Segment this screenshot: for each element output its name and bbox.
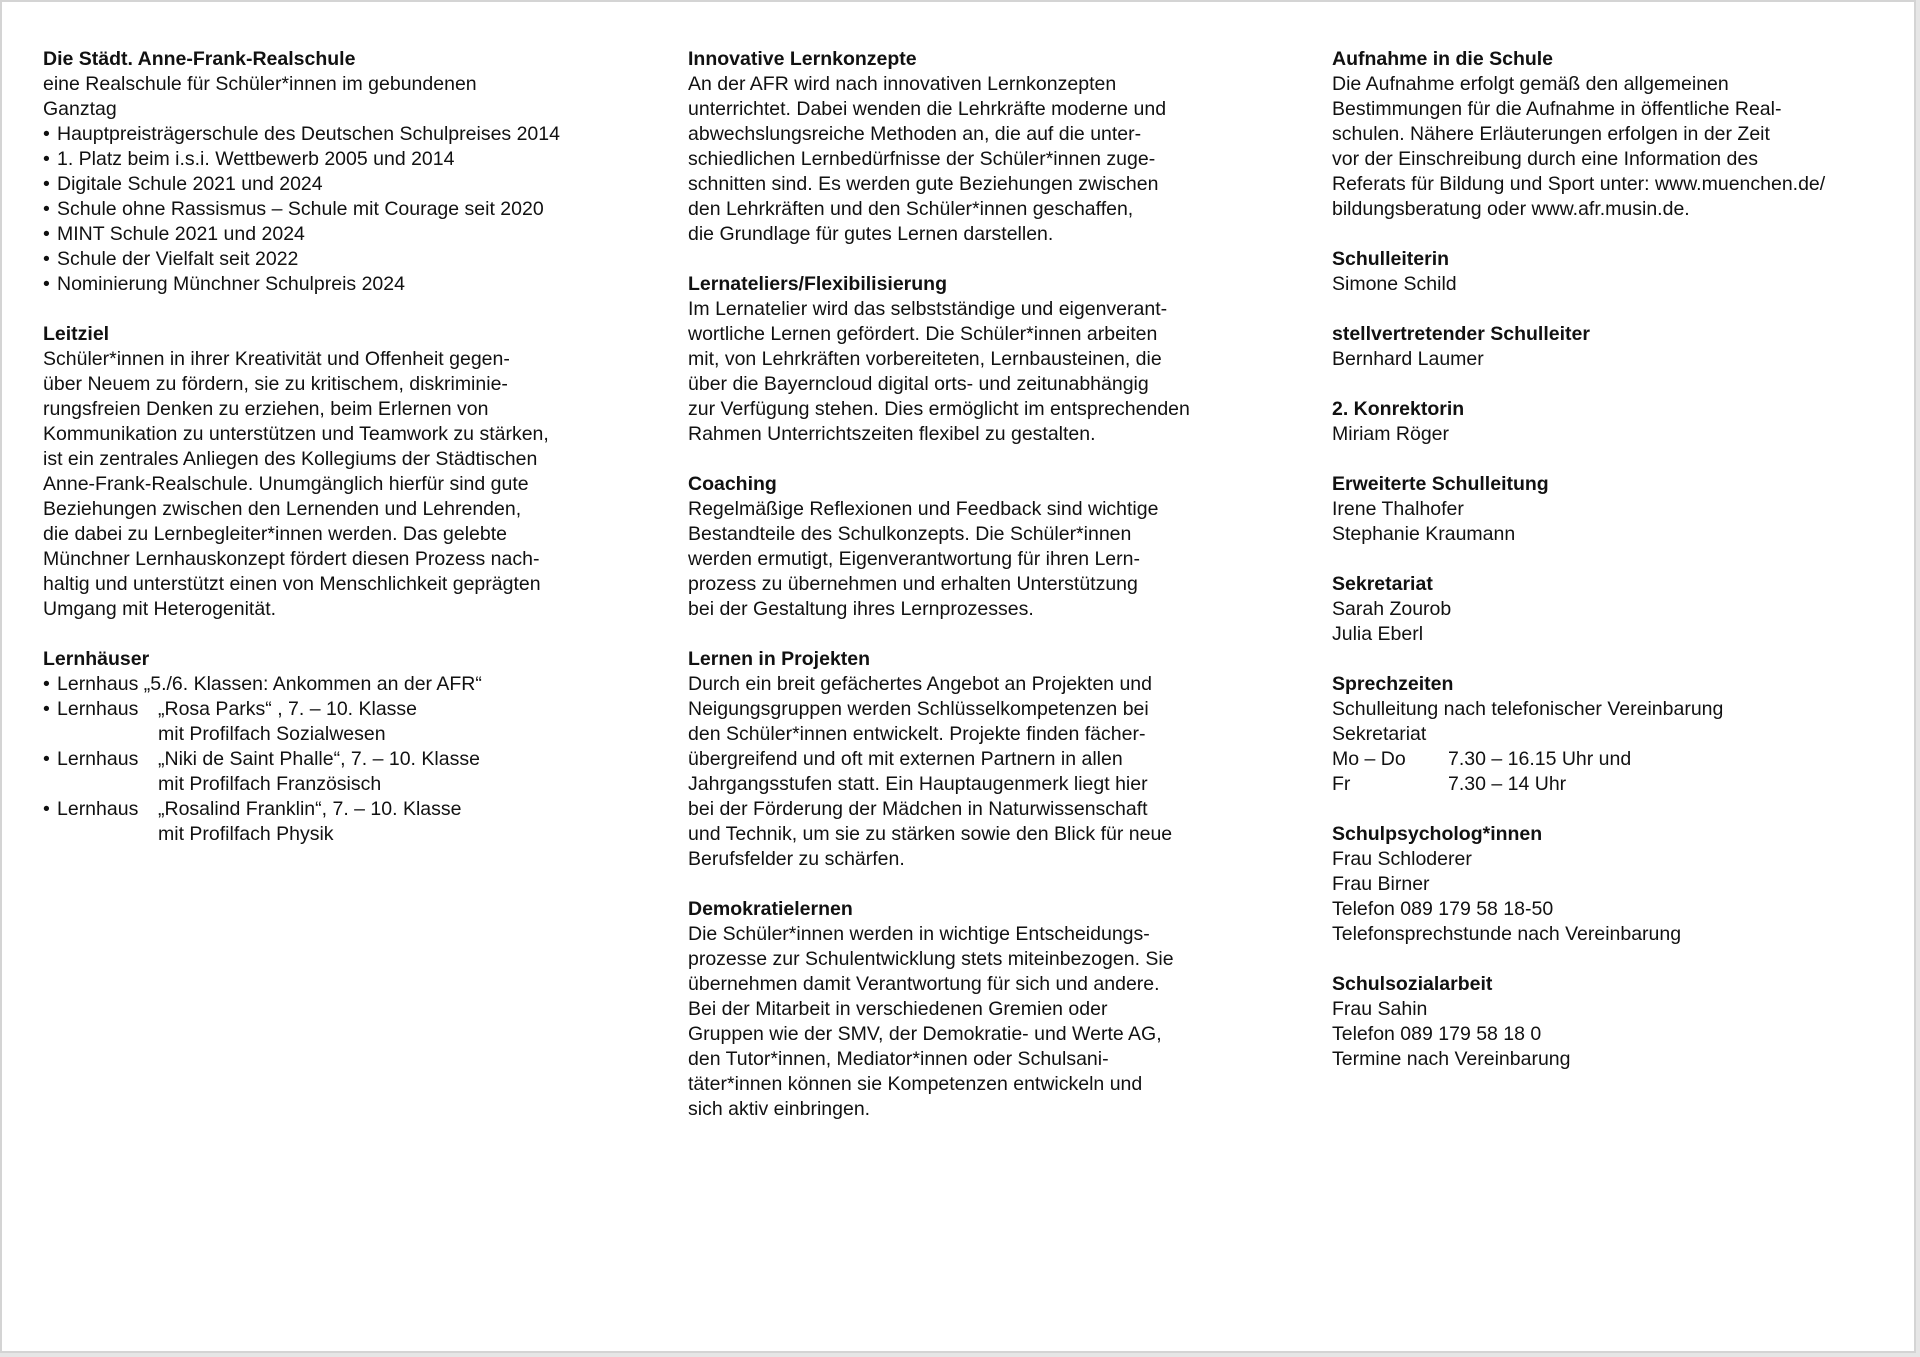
text-line: vor der Einschreibung durch eine Information des — [1332, 148, 1758, 170]
text-line: Referats für Bildung und Sport unter: www.muenchen.de/ — [1332, 173, 1826, 195]
text-line: täter*innen können sie Kompetenzen entwickeln und — [688, 1073, 1143, 1095]
section-heading: Sprechzeiten — [1332, 673, 1454, 695]
text-line: Kommunikation zu unterstützen und Teamwork zu stärken, — [43, 423, 549, 445]
section-heading: Die Städt. Anne-Frank-Realschule — [43, 48, 356, 70]
section-heading: Erweiterte Schulleitung — [1332, 473, 1549, 495]
text-line: übernehmen damit Verantwortung für sich und andere. — [688, 973, 1160, 995]
office-hours-row — [1332, 747, 1912, 772]
text-line: bei der Gestaltung ihres Lernprozesses. — [688, 598, 1034, 620]
text-line: Die Aufnahme erfolgt gemäß den allgemeinen — [1332, 73, 1729, 95]
bullet-item: • Schule ohne Rassismus – Schule mit Courage seit 2020 — [43, 197, 643, 222]
section-coaching — [688, 472, 1288, 622]
text-line: Telefonsprechstunde nach Vereinbarung — [1332, 923, 1682, 945]
text-line: abwechslungsreiche Methoden an, die auf die unter- — [688, 123, 1142, 145]
section-schulleiterin — [1332, 247, 1912, 297]
person-name: Miriam Röger — [1332, 423, 1450, 445]
section-heading: Innovative Lernkonzepte — [688, 48, 917, 70]
bullet-item: • Nominierung Münchner Schulpreis 2024 — [43, 272, 643, 297]
text-line: ist ein zentrales Anliegen des Kollegiums der Städtischen — [43, 448, 538, 470]
section-heading: Lernen in Projekten — [688, 648, 871, 670]
lernhaus-item — [43, 797, 643, 822]
text-line: schulen. Nähere Erläuterungen erfolgen in der Zeit — [1332, 123, 1770, 145]
section-aufnahme — [1332, 47, 1912, 222]
section-schulpsychologen — [1332, 822, 1912, 947]
text-line: und Technik, um sie zu stärken sowie den Blick für neue — [688, 823, 1173, 845]
text-line: Bei der Mitarbeit in verschiedenen Gremien oder — [688, 998, 1108, 1020]
text-line: Sekretariat — [1332, 723, 1427, 745]
text-line: Umgang mit Heterogenität. — [43, 598, 277, 620]
section-sprechzeiten — [1332, 672, 1912, 797]
text-line: den Tutor*innen, Mediator*innen oder Schulsani- — [688, 1048, 1109, 1070]
lernhaus-item — [43, 697, 643, 722]
text-line: Regelmäßige Reflexionen und Feedback sind wichtige — [688, 498, 1159, 520]
bullet-item: • Hauptpreisträgerschule des Deutschen Schulpreises 2014 — [43, 122, 643, 147]
text-line: Beziehungen zwischen den Lernenden und Lehrenden, — [43, 498, 522, 520]
section-innovative-lernkonzepte — [688, 47, 1288, 247]
text-line: Bestandteile des Schulkonzepts. Die Schüler*innen — [688, 523, 1132, 545]
bullet-item: • Schule der Vielfalt seit 2022 — [43, 247, 643, 272]
lernhaus-profile: mit Profilfach Französisch — [158, 773, 382, 795]
section-heading: Schulleiterin — [1332, 248, 1450, 270]
person-name: Irene Thalhofer — [1332, 498, 1464, 520]
text-line: sich aktiv einbringen. — [688, 1098, 871, 1120]
section-heading: Coaching — [688, 473, 777, 495]
text-line: wortliche Lernen gefördert. Die Schüler*innen arbeiten — [688, 323, 1158, 345]
section-sekretariat — [1332, 572, 1912, 647]
text-line: rungsfreien Denken zu erziehen, beim Erlernen von — [43, 398, 489, 420]
text-line: Frau Sahin — [1332, 998, 1428, 1020]
section-heading: Lernateliers/Flexibilisierung — [688, 273, 948, 295]
section-heading: 2. Konrektorin — [1332, 398, 1465, 420]
person-name: Sarah Zourob — [1332, 598, 1452, 620]
section-heading: Demokratielernen — [688, 898, 853, 920]
column-3 — [1332, 47, 1912, 1072]
section-erweiterte-schulleitung — [1332, 472, 1912, 547]
section-leitziel — [43, 322, 643, 622]
lernhaus-label: Lernhaus — [57, 698, 139, 720]
text-line: über Neuem zu fördern, sie zu kritischem, diskriminie- — [43, 373, 508, 395]
column-2 — [688, 47, 1288, 1122]
section-demokratielernen — [688, 897, 1288, 1122]
text-line: werden ermutigt, Eigenverantwortung für ihren Lern- — [688, 548, 1140, 570]
text-line: eine Realschule für Schüler*innen im gebundenen — [43, 73, 477, 95]
text-line: Bestimmungen für die Aufnahme in öffentliche Real- — [1332, 98, 1782, 120]
section-schulsozialarbeit — [1332, 972, 1912, 1072]
bullet-item: • 1. Platz beim i.s.i. Wettbewerb 2005 und 2014 — [43, 147, 643, 172]
office-hours-days: Mo – Do — [1332, 748, 1406, 770]
text-line: zur Verfügung stehen. Dies ermöglicht im entsprechenden — [688, 398, 1190, 420]
lernhaus-name: „Rosalind Franklin“, 7. – 10. Klasse — [158, 798, 462, 820]
text-line: Neigungsgruppen werden Schlüsselkompetenzen bei — [688, 698, 1149, 720]
office-hours-row — [1332, 772, 1912, 797]
text-line: Die Schüler*innen werden in wichtige Entscheidungs- — [688, 923, 1150, 945]
text-line: Schüler*innen in ihrer Kreativität und Offenheit gegen- — [43, 348, 510, 370]
text-line: haltig und unterstützt einen von Menschlichkeit geprägten — [43, 573, 541, 595]
text-line: Rahmen Unterrichtszeiten flexibel zu gestalten. — [688, 423, 1096, 445]
office-hours-time: 7.30 – 16.15 Uhr und — [1448, 748, 1632, 770]
text-line: Durch ein breit gefächertes Angebot an Projekten und — [688, 673, 1152, 695]
text-line: An der AFR wird nach innovativen Lernkonzepten — [688, 73, 1117, 95]
section-school-intro — [43, 47, 643, 297]
person-name: Stephanie Kraumann — [1332, 523, 1516, 545]
text-line: schiedlichen Lernbedürfnisse der Schüler*innen zuge- — [688, 148, 1156, 170]
text-line: den Lehrkräften und den Schüler*innen geschaffen, — [688, 198, 1134, 220]
text-line: Termine nach Vereinbarung — [1332, 1048, 1571, 1070]
section-lernateliers — [688, 272, 1288, 447]
section-heading: stellvertretender Schulleiter — [1332, 323, 1590, 345]
person-name: Bernhard Laumer — [1332, 348, 1484, 370]
text-line: Telefon 089 179 58 18 0 — [1332, 1023, 1542, 1045]
bullet-item: • Digitale Schule 2021 und 2024 — [43, 172, 643, 197]
text-line: Ganztag — [43, 98, 117, 120]
text-line: den Schüler*innen entwickelt. Projekte finden fächer- — [688, 723, 1146, 745]
section-heading: Aufnahme in die Schule — [1332, 48, 1554, 70]
office-hours-time: 7.30 – 14 Uhr — [1448, 773, 1567, 795]
text-line: schnitten sind. Es werden gute Beziehungen zwischen — [688, 173, 1159, 195]
lernhaus-profile: mit Profilfach Sozialwesen — [158, 723, 386, 745]
bullet-item: • MINT Schule 2021 und 2024 — [43, 222, 643, 247]
lernhaus-label: Lernhaus — [57, 748, 139, 770]
lernhaus-label: Lernhaus — [57, 798, 139, 820]
text-line: die Grundlage für gutes Lernen darstellen. — [688, 223, 1054, 245]
text-line: prozess zu übernehmen und erhalten Unterstützung — [688, 573, 1138, 595]
lernhaus-profile: mit Profilfach Physik — [158, 823, 334, 845]
text-line: Jahrgangsstufen statt. Ein Hauptaugenmerk liegt hier — [688, 773, 1148, 795]
text-line: Schulleitung nach telefonischer Vereinbarung — [1332, 698, 1724, 720]
section-heading: Lernhäuser — [43, 648, 150, 670]
lernhaus-item — [43, 747, 643, 772]
section-lernen-in-projekten — [688, 647, 1288, 872]
text-line: die dabei zu Lernbegleiter*innen werden. Das gelebte — [43, 523, 507, 545]
text-line: Telefon 089 179 58 18-50 — [1332, 898, 1554, 920]
text-line: Frau Schloderer — [1332, 848, 1472, 870]
text-line: übergreifend und oft mit externen Partnern in allen — [688, 748, 1123, 770]
person-name: Julia Eberl — [1332, 623, 1424, 645]
text-line: Anne-Frank-Realschule. Unumgänglich hierfür sind gute — [43, 473, 529, 495]
lernhaus-name: „Niki de Saint Phalle“, 7. – 10. Klasse — [158, 748, 480, 770]
text-line: Im Lernatelier wird das selbstständige und eigenverant- — [688, 298, 1168, 320]
person-name: Simone Schild — [1332, 273, 1457, 295]
section-heading: Schulpsycholog*innen — [1332, 823, 1543, 845]
text-line: bildungsberatung oder www.afr.musin.de. — [1332, 198, 1690, 220]
section-konrektorin — [1332, 397, 1912, 447]
text-line: bei der Förderung der Mädchen in Naturwissenschaft — [688, 798, 1148, 820]
text-line: mit, von Lehrkräften vorbereiteten, Lernbausteinen, die — [688, 348, 1162, 370]
text-line: prozesse zur Schulentwicklung stets miteinbezogen. Sie — [688, 948, 1174, 970]
text-line: Gruppen wie der SMV, der Demokratie- und Werte AG, — [688, 1023, 1162, 1045]
section-lernhaeuser — [43, 647, 643, 847]
office-hours-days: Fr — [1332, 773, 1351, 795]
text-line: Berufsfelder zu schärfen. — [688, 848, 905, 870]
section-heading: Leitziel — [43, 323, 110, 345]
text-line: Frau Birner — [1332, 873, 1430, 895]
section-stellv-schulleiter — [1332, 322, 1912, 372]
lernhaus-name: „Rosa Parks“ , 7. – 10. Klasse — [158, 698, 418, 720]
text-line: über die Bayerncloud digital orts- und zeitunabhängig — [688, 373, 1149, 395]
text-line: unterrichtet. Dabei wenden die Lehrkräfte moderne und — [688, 98, 1167, 120]
section-heading: Sekretariat — [1332, 573, 1433, 595]
lernhaus-item: • Lernhaus „5./6. Klassen: Ankommen an der AFR“ — [43, 672, 643, 697]
section-heading: Schulsozialarbeit — [1332, 973, 1493, 995]
column-1 — [43, 47, 643, 847]
text-line: Münchner Lernhauskonzept fördert diesen Prozess nach- — [43, 548, 540, 570]
